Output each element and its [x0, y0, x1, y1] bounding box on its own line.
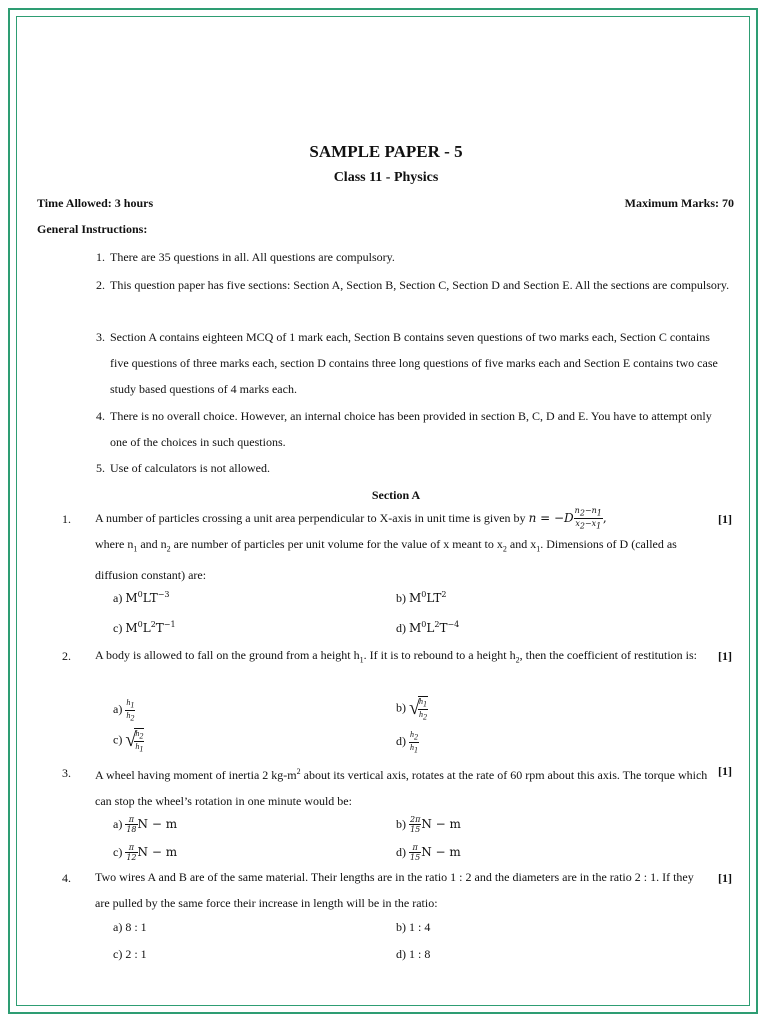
q3-option-b[interactable]: b) $\frac{2\pi}{15}$ N − m	[396, 815, 461, 834]
time-allowed: Time Allowed: 3 hours	[37, 196, 154, 210]
q3-option-a[interactable]: a) $\frac{\pi}{18}$ N − m	[113, 815, 178, 834]
q2-option-d[interactable]: d) $\frac{h_2}{h_1}$	[396, 730, 418, 755]
q2-option-b[interactable]: b) √ $\frac{h_1}{h_2}$	[396, 697, 427, 722]
q4-option-c[interactable]: c) 2 : 1	[113, 947, 147, 961]
question-3-text: A wheel having moment of inertia 2 $kg-m^2$ about its vertical axis, rotates at the rate of 60 rpm about this axis. The torque which can stop the wheel’s rotation in one minute would be:	[95, 767, 708, 808]
q1-option-d[interactable]: d) $M^0L^2T^{-4}$	[396, 620, 460, 635]
question-4-mark: [1]	[718, 871, 732, 885]
q4-option-d[interactable]: d) 1 : 8	[396, 947, 431, 961]
q1-option-a[interactable]: a) $M^0LT^{-3}$	[113, 590, 170, 605]
question-1-mark: [1]	[718, 512, 732, 526]
q2-option-c[interactable]: c) √ $\frac{h_2}{h_1}$	[113, 729, 144, 754]
section-a-heading: Section A	[371, 488, 421, 502]
question-4-number: 4.	[62, 871, 71, 885]
q4-option-b[interactable]: b) 1 : 4	[396, 920, 431, 934]
question-4-text: Two wires A and B are of the same material. Their lengths are in the ratio 1 : 2 and the diameters are in the ratio 2 : 1. If they are pulled by the same force their increase in length will be in the ratio:	[95, 870, 694, 910]
q1-option-b[interactable]: b) $M^0LT^2$	[396, 590, 447, 605]
q1-formula: n = −D $\frac{n_2-n_1}{x_2-x_1}$ ,	[528, 506, 607, 531]
question-3-number: 3.	[62, 766, 71, 780]
q1-option-c[interactable]: c) $M^0L^2T^{-1}$	[113, 620, 176, 635]
question-2-text: A body is allowed to fall on the ground from a height $h_1$. If it is to rebound to a height $h_2$, then the coefficient of restitution is:	[95, 648, 698, 665]
question-2-mark: [1]	[718, 649, 732, 663]
q3-option-c[interactable]: c) $\frac{\pi}{12}$ N − m	[113, 843, 178, 862]
question-2-number: 2.	[62, 649, 71, 663]
maximum-marks: Maximum Marks: 70	[624, 196, 734, 210]
paper-title: SAMPLE PAPER - 5	[309, 142, 463, 161]
q3-option-d[interactable]: d) $\frac{\pi}{15}$ N − m	[396, 843, 461, 862]
question-1-text: A number of particles crossing a unit area perpendicular to X-axis in unit time is given by n = −D $\frac{n_2-n_1}{x_2-x_1}$ , where $n_1$ and $n_2$ are number of particles per unit volume for the value of x meant to $x_2$ and $x_1$. Dimensions of D (called as diffusion constant) are:	[95, 506, 677, 583]
q4-option-a[interactable]: a) 8 : 1	[113, 920, 147, 934]
q2-option-a[interactable]: a) $\frac{h_1}{h_2}$	[113, 698, 135, 723]
question-3-mark: [1]	[718, 764, 732, 778]
general-instructions-heading: General Instructions:	[37, 222, 148, 236]
paper-subtitle: Class 11 - Physics	[333, 170, 439, 185]
question-1-number: 1.	[62, 512, 71, 526]
